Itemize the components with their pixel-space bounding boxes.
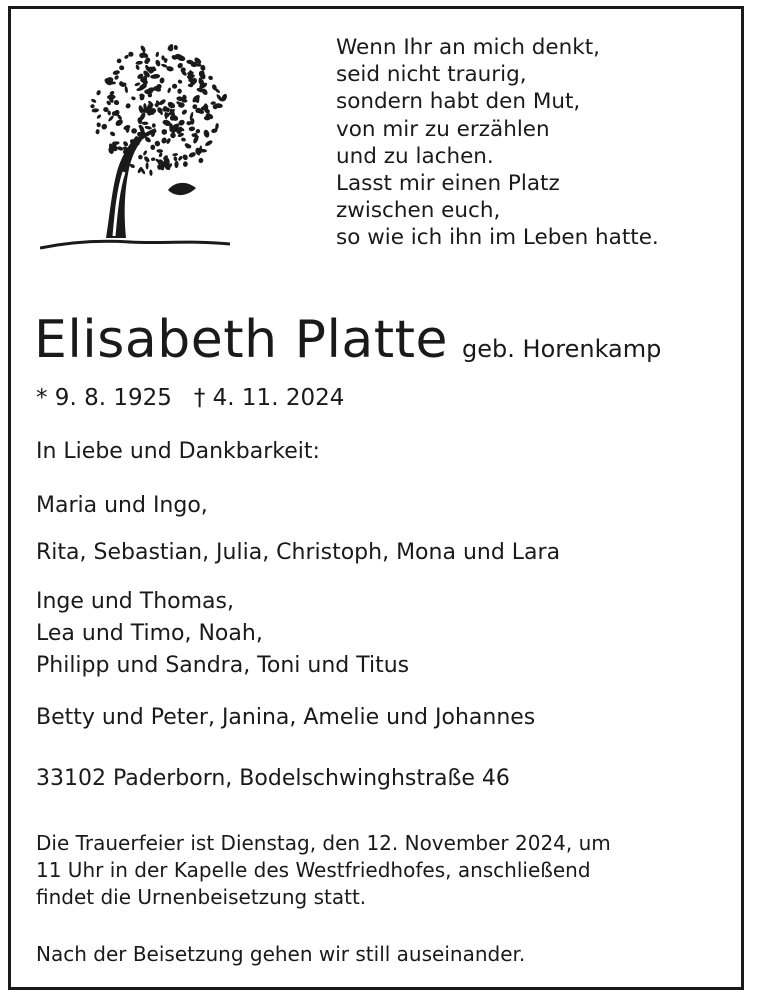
- service-line: Die Trauerfeier ist Dienstag, den 12. November 2024, um: [36, 831, 611, 855]
- mourner-line: Lea und Timo, Noah,: [36, 621, 263, 646]
- closing-note: Nach der Beisetzung gehen wir still auseinander.: [36, 942, 526, 966]
- service-line: 11 Uhr in der Kapelle des Westfriedhofes, anschließend: [36, 858, 591, 882]
- mourner-line: Philipp und Sandra, Toni und Titus: [36, 653, 410, 678]
- deceased-heading: [34, 310, 661, 370]
- mourner-group: Maria und Ingo,: [36, 493, 208, 518]
- service-line: findet die Urnenbeisetzung statt.: [36, 885, 367, 909]
- mourner-group: Rita, Sebastian, Julia, Christoph, Mona und Lara: [36, 540, 561, 565]
- poem-line: so wie ich ihn im Leben hatte.: [336, 225, 659, 251]
- poem: [336, 34, 659, 252]
- mourner-group: Betty und Peter, Janina, Amelie und Johannes: [36, 705, 536, 730]
- poem-line: seid nicht traurig,: [336, 62, 527, 88]
- poem-line: und zu lachen.: [336, 143, 494, 169]
- birth-date: * 9. 8. 1925: [36, 385, 172, 411]
- mourner-line: Inge und Thomas,: [36, 589, 234, 614]
- tree-icon: [40, 38, 250, 258]
- mourners-intro: In Liebe und Dankbarkeit:: [36, 439, 320, 464]
- poem-line: Wenn Ihr an mich denkt,: [336, 35, 601, 60]
- deceased-name: Elisabeth Platte: [34, 310, 449, 370]
- poem-line: zwischen euch,: [336, 198, 501, 224]
- poem-line: Lasst mir einen Platz: [336, 171, 560, 197]
- life-dates: [36, 385, 344, 411]
- poem-line: von mir zu erzählen: [336, 116, 550, 142]
- address: 33102 Paderborn, Bodelschwinghstraße 46: [36, 766, 510, 791]
- service-info: [36, 830, 611, 911]
- poem-line: sondern habt den Mut,: [336, 89, 581, 115]
- mourner-group: [36, 586, 409, 682]
- death-date: † 4. 11. 2024: [193, 385, 345, 411]
- birth-name: geb. Horenkamp: [462, 335, 662, 363]
